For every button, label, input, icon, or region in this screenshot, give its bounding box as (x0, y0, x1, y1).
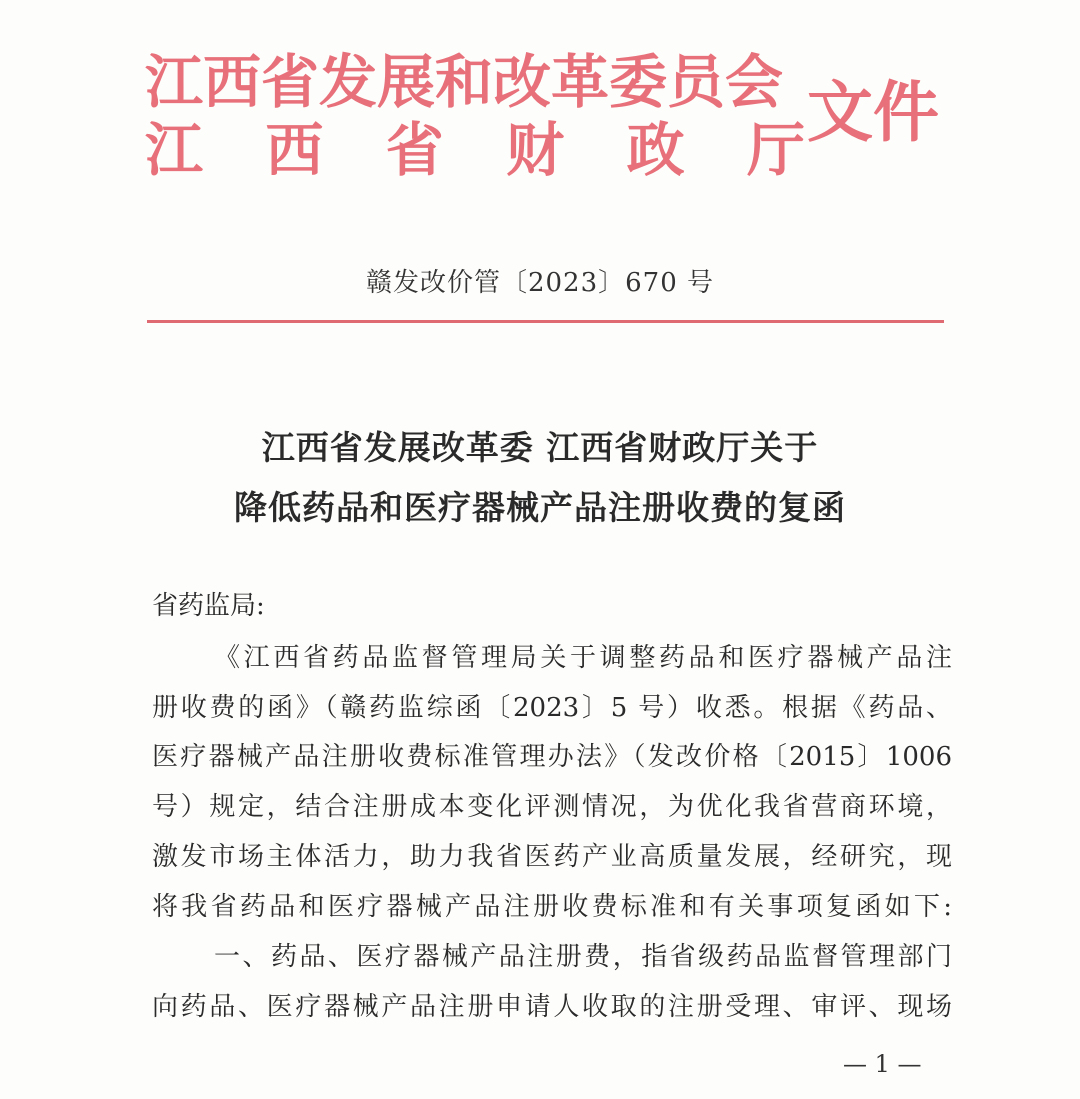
masthead-org-2-char: 西 (265, 116, 324, 184)
masthead (145, 40, 945, 184)
body-line: 册收费的函》（赣药监综函〔2023〕5 号）收悉。根据《药品、 (152, 693, 952, 723)
masthead-org-2-char: 江 (145, 116, 204, 184)
addressee: 省药监局: (152, 591, 265, 621)
document-number: 赣发改价管〔2023〕670 号 (365, 268, 715, 298)
document-title-line-1: 江西省发展改革委 江西省财政厅关于 (261, 428, 819, 467)
masthead-org-2-char: 财 (506, 116, 565, 184)
page-number: — 1 — (843, 1050, 922, 1078)
document-title-line-2: 降低药品和医疗器械产品注册收费的复函 (234, 488, 846, 527)
red-divider-line (147, 320, 944, 323)
masthead-org-2-char: 厅 (746, 116, 805, 184)
body-line: 号）规定，结合注册成本变化评测情况，为优化我省营商环境， (152, 792, 952, 822)
body-line: 激发市场主体活力，助力我省医药产业高质量发展，经研究，现 (152, 842, 952, 872)
masthead-org-2-char: 政 (626, 116, 685, 184)
masthead-org-2-char: 省 (385, 116, 444, 184)
masthead-line-2 (145, 118, 805, 182)
body-line: 一、药品、医疗器械产品注册费，指省级药品监督管理部门 (214, 942, 952, 972)
body-line: 医疗器械产品注册收费标准管理办法》（发改价格〔2015〕1006 (152, 742, 952, 772)
body-line: 《江西省药品监督管理局关于调整药品和医疗器械产品注 (214, 643, 952, 673)
masthead-suffix: 文件 (807, 73, 939, 151)
masthead-line-1 (145, 50, 805, 114)
masthead-org-1: 江西省发展和改革委员会 (145, 48, 784, 116)
body-line: 将我省药品和医疗器械产品注册收费标准和有关事项复函如下: (152, 892, 952, 922)
body-line: 向药品、医疗器械产品注册申请人收取的注册受理、审评、现场 (152, 992, 952, 1022)
